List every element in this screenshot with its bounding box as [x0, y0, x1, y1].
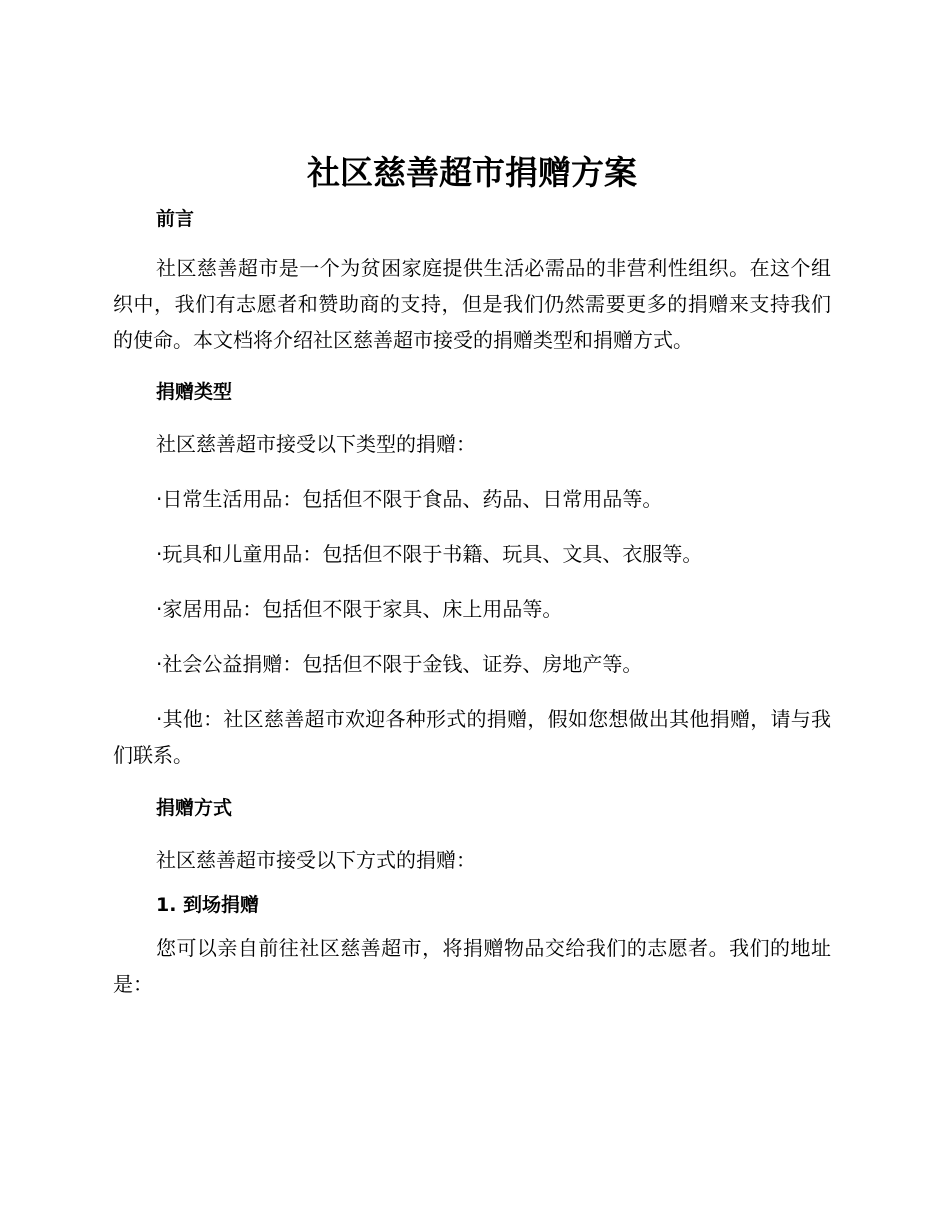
section-heading-preface: 前言 [156, 208, 195, 230]
donation-type-item [113, 646, 831, 682]
donation-type-text: 玩具和儿童用品：包括但不限于书籍、玩具、文具、衣服等。 [162, 542, 703, 566]
donation-type-item [113, 591, 831, 627]
section-heading-donation-methods: 捐赠方式 [156, 797, 233, 819]
bullet-marker: · [156, 652, 163, 676]
donation-type-item [113, 481, 831, 517]
donation-type-text: 社会公益捐赠：包括但不限于金钱、证券、房地产等。 [162, 652, 643, 676]
bullet-marker: · [156, 597, 163, 621]
donation-type-text: 其他：社区慈善超市欢迎各种形式的捐赠，假如您想做出其他捐赠，请与我们联系。 [113, 707, 831, 767]
donation-types-intro: 社区慈善超市接受以下类型的捐赠： [156, 432, 476, 456]
donation-type-item [113, 536, 831, 572]
donation-type-text: 日常生活用品：包括但不限于食品、药品、日常用品等。 [162, 487, 663, 511]
donation-type-item [113, 701, 831, 773]
bullet-marker: · [156, 542, 163, 566]
preface-paragraph: 社区慈善超市是一个为贫困家庭提供生活必需品的非营利性组织。在这个组织中，我们有志愿者和赞助商的支持，但是我们仍然需要更多的捐赠来支持我们的使命。本文档将介绍社区慈善超市接受的捐赠类型和捐赠方式。 [113, 256, 831, 352]
document-title: 社区慈善超市捐赠方案 [307, 153, 637, 192]
donation-type-text: 家居用品：包括但不限于家具、床上用品等。 [162, 597, 563, 621]
document-body [113, 150, 831, 1002]
on-site-donation-paragraph: 您可以亲自前往社区慈善超市，将捐赠物品交给我们的志愿者。我们的地址是： [113, 936, 831, 996]
donation-methods-intro: 社区慈善超市接受以下方式的捐赠： [156, 848, 476, 872]
section-heading-donation-types: 捐赠类型 [156, 381, 233, 403]
bullet-marker: · [156, 707, 163, 731]
subheading-on-site-donation: 1. 到场捐赠 [156, 894, 260, 916]
bullet-marker: · [156, 487, 163, 511]
